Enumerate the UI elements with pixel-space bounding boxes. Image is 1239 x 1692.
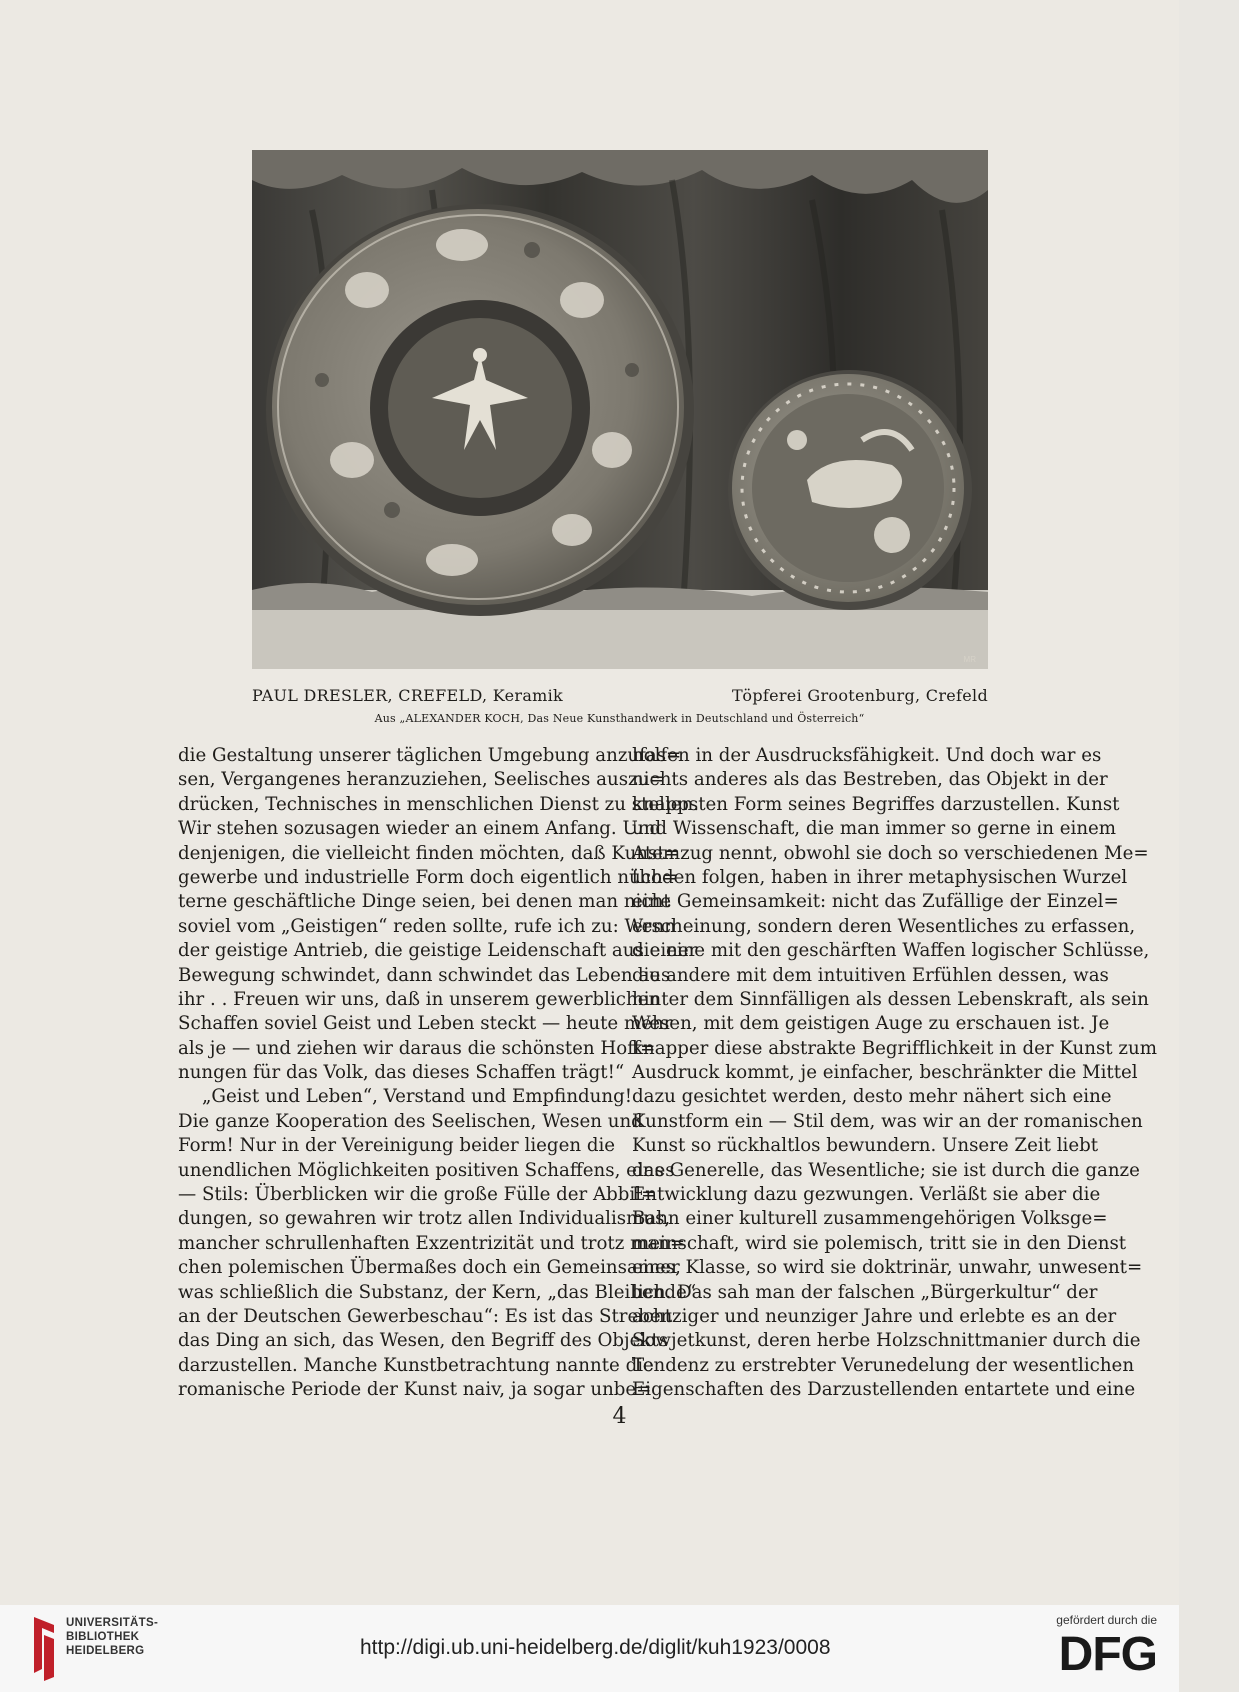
- text-line: holfen in der Ausdrucksfähigkeit. Und doch war es: [632, 745, 1102, 766]
- text-line: dazu gesichtet werden, desto mehr nähert sich eine: [632, 1086, 1112, 1108]
- text-line: Atemzug nennt, obwohl sie doch so verschiedenen Me=: [632, 842, 1149, 864]
- text-line: Schaffen soviel Geist und Leben steckt — heute mehr: [178, 1013, 673, 1035]
- text-line: was schließlich die Substanz, der Kern, „das Bleibende“: [178, 1281, 697, 1303]
- ceramics-photograph: [252, 150, 988, 669]
- permalink-url[interactable]: http://digi.ub.uni-heidelberg.de/diglit/kuh1923/0008: [360, 1636, 831, 1659]
- text-line: und Wissenschaft, die man immer so gerne in einem: [632, 818, 1117, 840]
- text-line: soviel vom „Geistigen“ reden sollte, rufe ich zu: Wenn: [178, 915, 676, 937]
- text-line: Eigenschaften des Darzustellenden entartete und eine: [632, 1379, 1136, 1401]
- text-line: das Generelle, das Wesentliche; sie ist durch die ganze: [632, 1159, 1140, 1181]
- text-line: achtziger und neunziger Jahre und erlebte es an der: [632, 1305, 1117, 1327]
- library-line: HEIDELBERG: [66, 1645, 145, 1657]
- text-line: die Gestaltung unserer täglichen Umgebung anzufas=: [178, 745, 682, 766]
- text-line: gewerbe und industrielle Form doch eigentlich nüch=: [178, 866, 678, 888]
- text-line: Die ganze Kooperation des Seelischen, Wesen und: [178, 1110, 643, 1132]
- funded-by-label: gefördert durch die: [1056, 1613, 1157, 1627]
- text-line: chen polemischen Übermaßes doch ein Gemeinsames,: [178, 1257, 681, 1279]
- text-line: meinschaft, wird sie polemisch, tritt sie in den Dienst: [632, 1232, 1127, 1254]
- text-line: darzustellen. Manche Kunstbetrachtung nannte die: [178, 1354, 654, 1376]
- plates-image: [252, 150, 988, 669]
- text-line: denjenigen, die vielleicht finden möchten, daß Kunst=: [178, 842, 680, 864]
- text-line: Form! Nur in der Vereinigung beider liegen die: [178, 1135, 616, 1157]
- text-line: mancher schrullenhaften Exzentrizität und trotz man=: [178, 1232, 686, 1254]
- photo-monogram: MR: [963, 655, 976, 664]
- text-line: eine Gemeinsamkeit: nicht das Zufällige der Einzel=: [632, 891, 1119, 913]
- library-line: BIBLIOTHEK: [66, 1631, 140, 1643]
- text-line: Sowjetkunst, deren herbe Holzschnittmanier durch die: [632, 1330, 1141, 1352]
- library-line: UNIVERSITÄTS-: [66, 1617, 159, 1629]
- text-line: als je — und ziehen wir daraus die schönsten Hoff=: [178, 1037, 656, 1059]
- text-line: unendlichen Möglichkeiten positiven Schaffens, eines: [178, 1159, 675, 1181]
- photo-caption-right: Töpferei Grootenburg, Crefeld: [732, 686, 988, 705]
- text-line: — Stils: Überblicken wir die große Fülle der Abbil=: [178, 1184, 657, 1206]
- text-line: „Geist und Leben“, Verstand und Empfindung!: [202, 1086, 633, 1108]
- text-line: nichts anderes als das Bestreben, das Objekt in der: [632, 769, 1108, 791]
- left-text-column: [178, 744, 700, 1403]
- text-line: knapper diese abstrakte Begrifflichkeit in der Kunst zum: [632, 1037, 1157, 1059]
- text-line: der geistige Antrieb, die geistige Leidenschaft aus einer: [178, 940, 698, 962]
- text-line: die eine mit den geschärften Waffen logischer Schlüsse,: [632, 940, 1150, 962]
- text-line: knappsten Form seines Begriffes darzustellen. Kunst: [632, 793, 1120, 815]
- text-line: einer Klasse, so wird sie doktrinär, unwahr, unwesent=: [632, 1257, 1143, 1279]
- text-line: Kunst so rückhaltlos bewundern. Unsere Zeit liebt: [632, 1135, 1099, 1157]
- text-line: drücken, Technisches in menschlichen Dienst zu stellen.: [178, 793, 700, 815]
- page-number: 4: [612, 1404, 627, 1429]
- text-line: das Ding an sich, das Wesen, den Begriff des Objekts: [178, 1330, 669, 1352]
- text-line: sen, Vergangenes heranzuziehen, Seelisches auszu=: [178, 769, 665, 791]
- text-line: Ausdruck kommt, je einfacher, beschränkter die Mittel: [632, 1062, 1138, 1084]
- digitization-footer: [0, 1605, 1179, 1692]
- photo-caption-left: PAUL DRESLER, CREFELD, Keramik: [252, 686, 564, 705]
- text-line: Bahn einer kulturell zusammengehörigen Volksge=: [632, 1208, 1108, 1230]
- dfg-logo: DFG: [1058, 1628, 1157, 1681]
- text-line: Tendenz zu erstrebter Verunedelung der wesentlichen: [632, 1354, 1135, 1376]
- text-line: ihr . . Freuen wir uns, daß in unserem gewerblichen: [178, 988, 661, 1010]
- text-line: thoden folgen, haben in ihrer metaphysischen Wurzel: [632, 866, 1128, 888]
- university-library-name: [66, 1616, 158, 1658]
- text-line: Wir stehen sozusagen wieder an einem Anfang. Und: [178, 818, 662, 840]
- text-line: hinter dem Sinnfälligen als dessen Lebenskraft, als sein: [632, 988, 1149, 1010]
- text-line: an der Deutschen Gewerbeschau“: Es ist das Streben: [178, 1305, 673, 1327]
- text-line: Kunstform ein — Stil dem, was wir an der romanischen: [632, 1110, 1143, 1132]
- text-line: romanische Periode der Kunst naiv, ja sogar unbe=: [178, 1379, 652, 1401]
- university-library-logo-icon: [30, 1615, 58, 1681]
- text-line: dungen, so gewahren wir trotz allen Individualismus,: [178, 1208, 671, 1230]
- text-line: die andere mit dem intuitiven Erfühlen dessen, was: [632, 964, 1109, 986]
- right-text-column: [632, 744, 1157, 1403]
- text-line: lich. Das sah man der falschen „Bürgerkultur“ der: [632, 1281, 1098, 1303]
- text-line: Wesen, mit dem geistigen Auge zu erschauen ist. Je: [632, 1013, 1110, 1035]
- photo-source-caption: Aus „ALEXANDER KOCH, Das Neue Kunsthandwerk in Deutschland und Österreich“: [374, 712, 865, 725]
- text-line: erscheinung, sondern deren Wesentliches zu erfassen,: [632, 915, 1136, 937]
- text-line: Entwicklung dazu gezwungen. Verläßt sie aber die: [632, 1184, 1101, 1206]
- text-line: Bewegung schwindet, dann schwindet das Leben aus: [178, 964, 671, 986]
- text-line: terne geschäftliche Dinge seien, bei denen man nicht: [178, 891, 671, 913]
- text-line: nungen für das Volk, das dieses Schaffen trägt!“: [178, 1062, 625, 1084]
